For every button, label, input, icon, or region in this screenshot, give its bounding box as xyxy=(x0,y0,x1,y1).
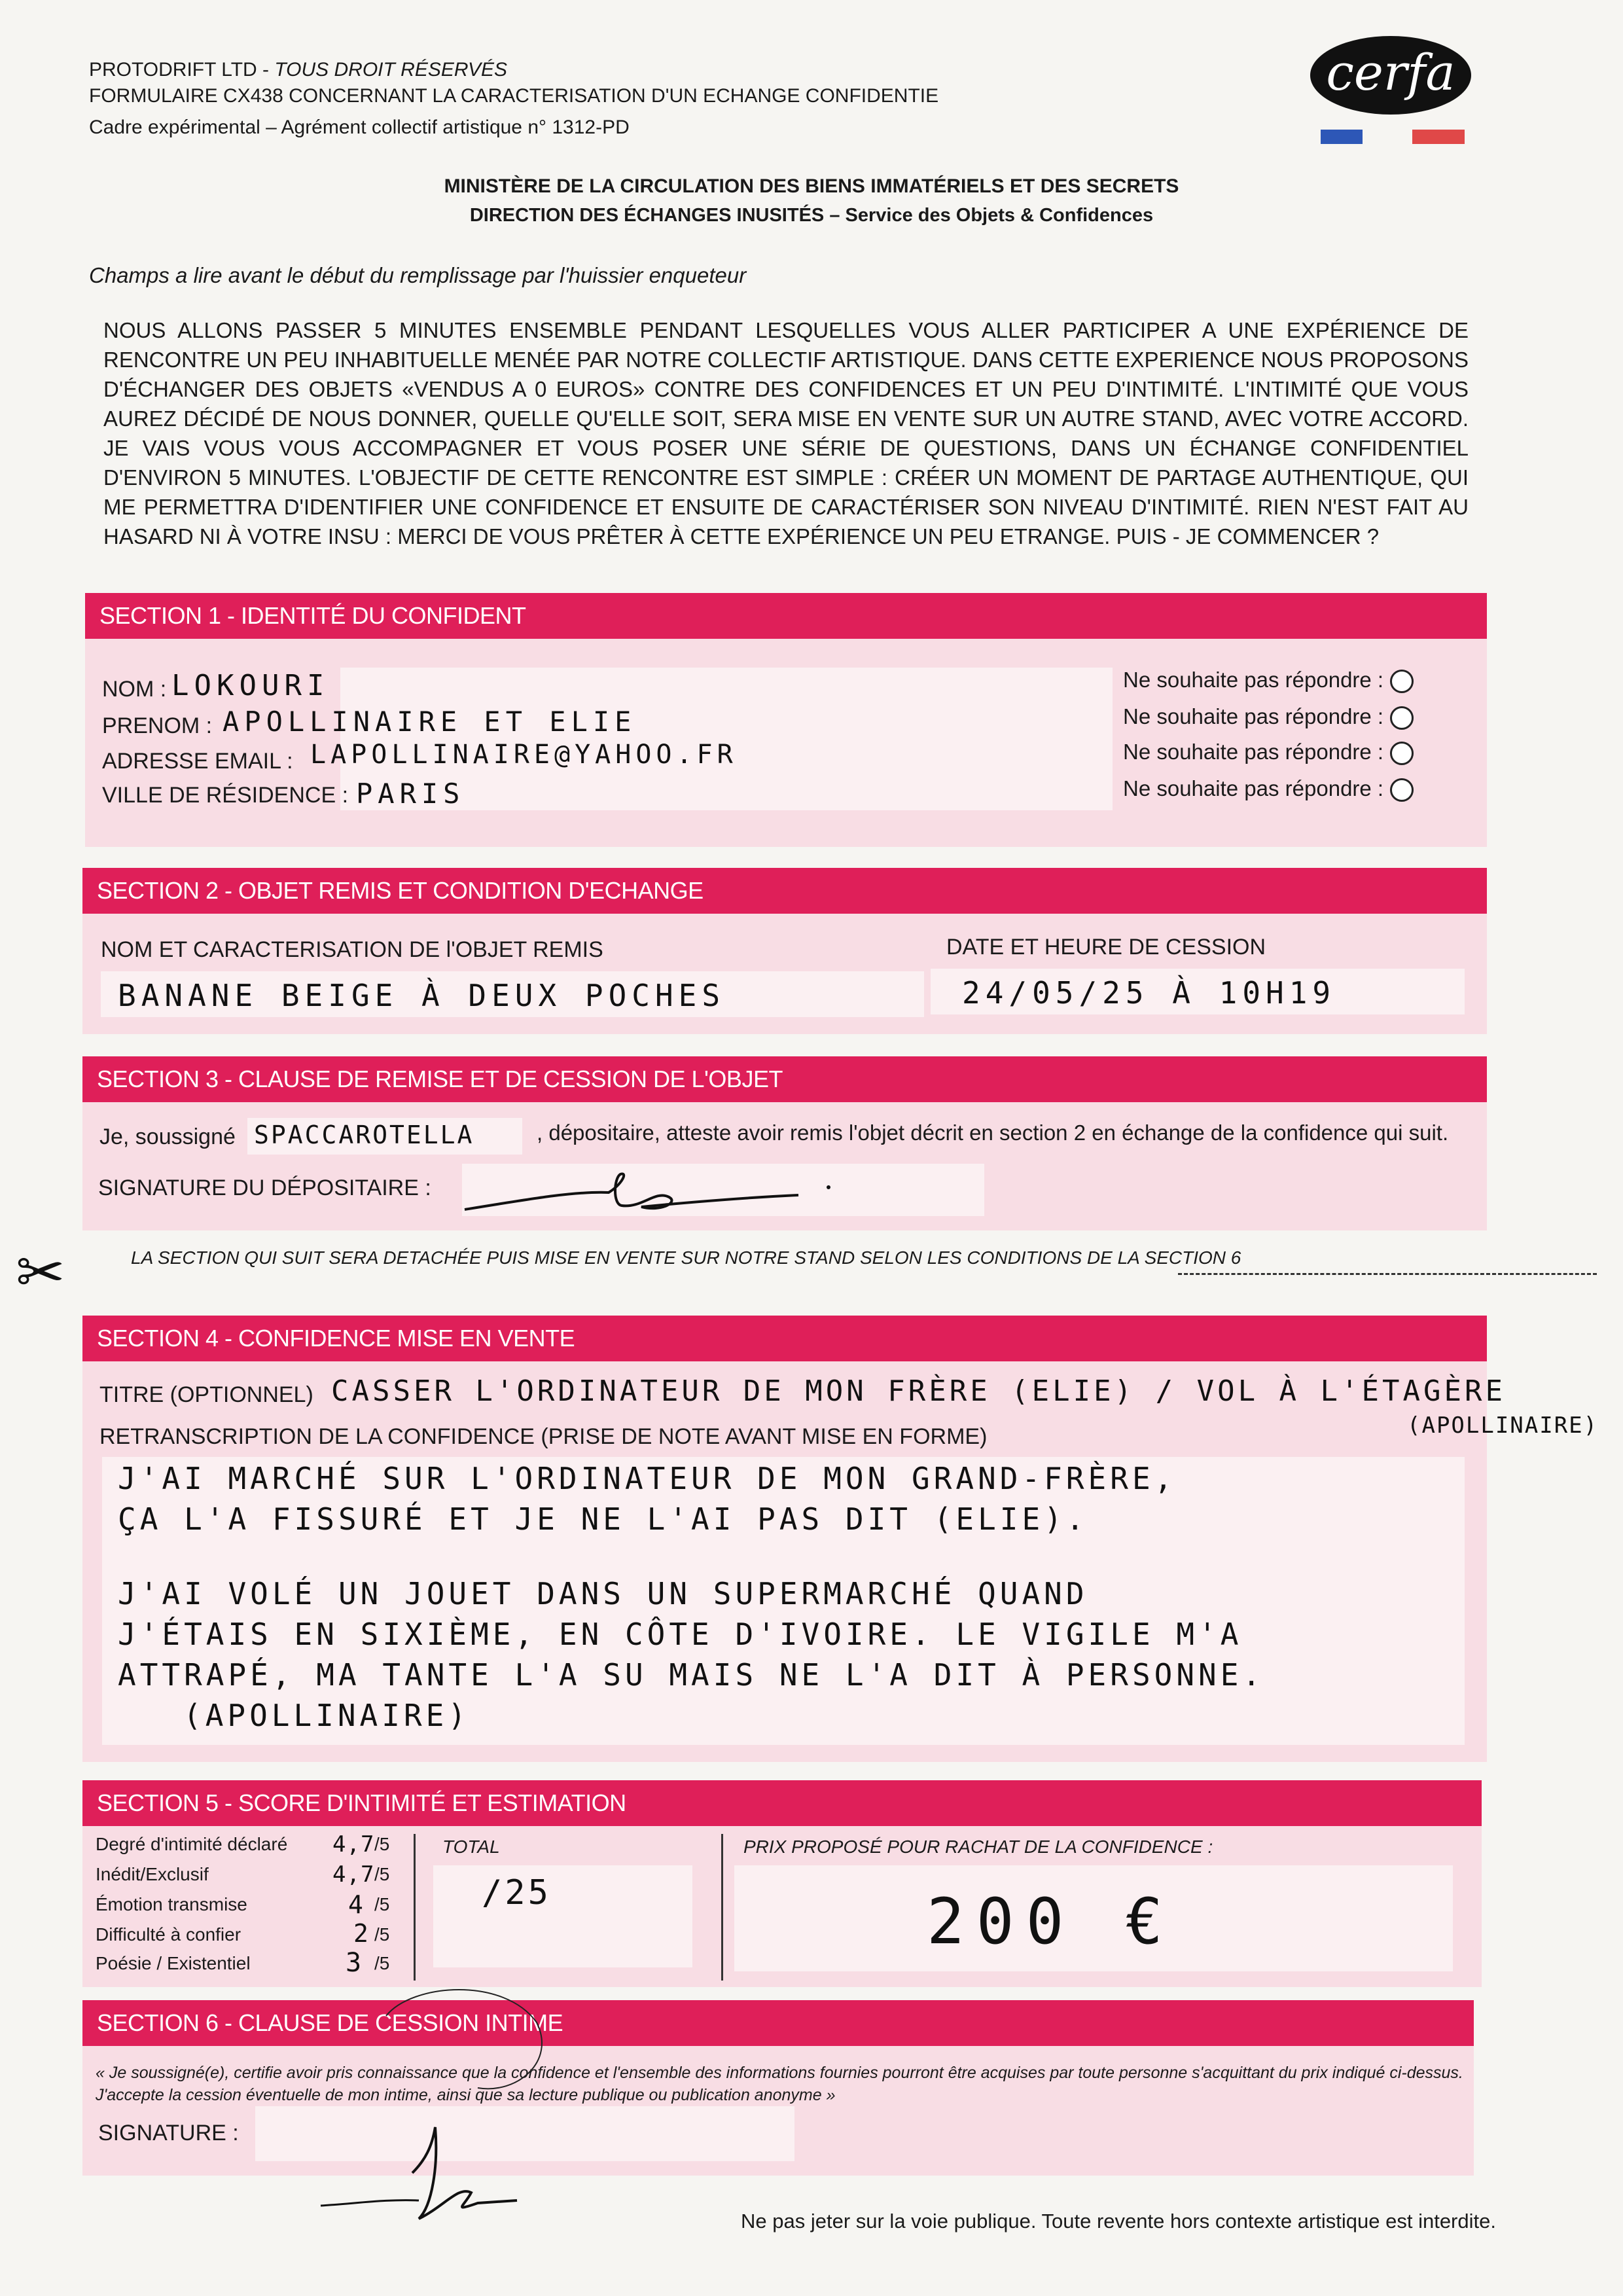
titre-value[interactable]: CASSER L'ORDINATEUR DE MON FRÈRE (ELIE) / VOL À L'ÉTAGÈRE xyxy=(331,1374,1506,1408)
ville-label: VILLE DE RÉSIDENCE : xyxy=(102,783,349,808)
ville-value[interactable]: PARIS xyxy=(356,778,465,810)
scissors-icon: ✂ xyxy=(16,1240,65,1306)
signature-label: SIGNATURE : xyxy=(98,2121,239,2145)
total-value: /25 xyxy=(482,1873,551,1912)
section-6-header: SECTION 6 - CLAUSE DE CESSION INTIME xyxy=(82,2000,1474,2046)
score-max-3: /5 xyxy=(374,1894,390,1914)
cut-line-text: LA SECTION QUI SUIT SERA DETACHÉE PUIS MISE EN VENTE SUR NOTRE STAND SELON LES CONDITIONS DE LA SECTION 6 xyxy=(131,1247,1241,1268)
intro-text: NOUS ALLONS PASSER 5 MINUTES ENSEMBLE PENDANT LESQUELLES VOUS ALLER PARTICIPER A UNE EXPÉRIENCE DE RENCONTRE UN PEU INHABITUELLE MENÉE PAR NOTRE COLLECTIF ARTISTIQUE. DANS CETTE EXPERIENCE NOUS PROPOSONS D'ÉCHANGER DES OBJETS «VENDUS A 0 EUROS» CONTRE DES CONFIDENCES ET UN PEU D'INTIMITÉ. L'INTIMITÉ QUE VOUS AUREZ DÉCIDÉ DE NOUS DONNER, QUELLE QU'ELLE SOIT, SERA MISE EN VENTE SUR UN AUTRE STAND, AVEC VOTRE ACCORD. JE VAIS VOUS VOUS ACCOMPAGNER ET VOUS POSER UNE SÉRIE DE QUESTIONS, DANS UN ÉCHANGE CONFIDENTIEL D'ENVIRON 5 MINUTES. L'OBJECTIF DE CETTE RENCONTRE EST SIMPLE : CRÉER UN MOMENT DE PARTAGE AUTHENTIQUE, QUI ME PERMETTRA D'IDENTIFIER UNE CONFIDENCE ET ENSUITE DE CARACTÉRISER SON NIVEAU D'INTIMITÉ. RIEN N'EST FAIT AU HASARD NI À VOTRE INSU : MERCI DE VOUS PRÊTER À CETTE EXPÉRIENCE UN PEU ETRANGE. PUIS - JE COMMENCER ? xyxy=(103,318,1469,548)
email-value[interactable]: LAPOLLINAIRE@YAHOO.FR xyxy=(310,740,738,770)
ministry-line-1: MINISTÈRE DE LA CIRCULATION DES BIENS IMMATÉRIELS ET DES SECRETS xyxy=(444,175,1179,197)
footer-note: Ne pas jeter sur la voie publique. Toute revente hors contexte artistique est interdite. xyxy=(741,2210,1496,2233)
email-optout: Ne souhaite pas répondre : xyxy=(1123,740,1414,765)
section-4-header: SECTION 4 - CONFIDENCE MISE EN VENTE xyxy=(82,1316,1487,1361)
depositaire-signature-label: SIGNATURE DU DÉPOSITAIRE : xyxy=(98,1175,431,1200)
retranscription-label: RETRANSCRIPTION DE LA CONFIDENCE (PRISE DE NOTE AVANT MISE EN FORME) xyxy=(99,1424,988,1449)
score-value-3: 4 xyxy=(348,1890,368,1919)
score-max-4: /5 xyxy=(374,1924,390,1945)
ville-optout-radio[interactable] xyxy=(1390,778,1414,802)
score-max-1: /5 xyxy=(374,1834,390,1854)
object-label: NOM ET CARACTERISATION DE l'OBJET REMIS xyxy=(101,937,603,962)
titre-value-2: (APOLLINAIRE) xyxy=(1407,1412,1599,1439)
header-line-2: FORMULAIRE CX438 CONCERNANT LA CARACTERISATION D'UN ECHANGE CONFIDENTIE xyxy=(89,85,939,107)
section-2-header: SECTION 2 - OBJET REMIS ET CONDITION D'ECHANGE xyxy=(82,868,1487,914)
score-label-4: Difficulté à confier xyxy=(96,1924,241,1945)
prenom-optout: Ne souhaite pas répondre : xyxy=(1123,704,1414,730)
prenom-value[interactable]: APOLLINAIRE ET ELIE xyxy=(223,706,637,738)
total-field[interactable] xyxy=(433,1865,692,1967)
nom-optout: Ne souhaite pas répondre : xyxy=(1123,668,1414,693)
cession-clause: « Je soussigné(e), certifie avoir pris connaissance que la confidence et l'ensemble des informations fournies pourront être acquises par toute personne s'acquittant du prix indiqué ci-dessus. J'accepte la cession éventuelle de mon intime, ainsi que sa lecture publique ou publication anonyme » xyxy=(96,2064,1463,2104)
score-label-3: Émotion transmise xyxy=(96,1894,247,1914)
object-value: BANANE BEIGE À DEUX POCHES xyxy=(118,978,726,1013)
ville-optout: Ne souhaite pas répondre : xyxy=(1123,776,1414,802)
score-max-5: /5 xyxy=(374,1953,390,1973)
nom-optout-radio[interactable] xyxy=(1390,670,1414,693)
section-3-header: SECTION 3 - CLAUSE DE REMISE ET DE CESSION DE L'OBJET xyxy=(82,1056,1487,1102)
score-label-2: Inédit/Exclusif xyxy=(96,1864,209,1884)
date-value: 24/05/25 À 10H19 xyxy=(962,975,1336,1011)
score-value-5: 3 xyxy=(346,1948,367,1978)
soussigne-prefix: Je, soussigné xyxy=(99,1124,236,1149)
nom-value[interactable]: LOKOURI xyxy=(171,669,330,702)
score-value-2: 4,7 xyxy=(332,1861,375,1888)
confidence-text: J'AI MARCHÉ SUR L'ORDINATEUR DE MON GRAND-FRÈRE, ÇA L'A FISSURÉ ET JE NE L'AI PAS DIT (ELIE). J'AI VOLÉ UN JOUET DANS UN SUPERMARCHÉ QUAND J'ÉTAIS EN SIXIÈME, EN CÔTE D'IVOIRE. LE VIGILE M'A ATTRAPÉ, MA TANTE L'A SU MAIS NE L'A DIT À PERSONNE. (APOLLINAIRE) xyxy=(118,1461,1265,1733)
header-line-1: PROTODRIFT LTD - TOUS DROIT RÉSERVÉS xyxy=(89,59,507,81)
flag-red-stripe xyxy=(1412,130,1465,144)
score-label-1: Degré d'intimité déclaré xyxy=(96,1834,288,1854)
soussigne-suffix: , dépositaire, atteste avoir remis l'objet décrit en section 2 en échange de la confidence qui suit. xyxy=(537,1121,1449,1145)
cerfa-logo: cerfa xyxy=(1310,36,1471,115)
depositaire-signature-mark xyxy=(458,1158,851,1224)
score-label-5: Poésie / Existentiel xyxy=(96,1953,251,1973)
price-label: PRIX PROPOSÉ POUR RACHAT DE LA CONFIDENCE : xyxy=(743,1837,1213,1857)
soussigne-name: SPACCAROTELLA xyxy=(254,1121,474,1149)
score-max-2: /5 xyxy=(374,1864,390,1884)
price-value: 200 € xyxy=(927,1885,1175,1958)
score-divider-1 xyxy=(414,1834,416,1981)
titre-label: TITRE (OPTIONNEL) xyxy=(99,1382,313,1407)
header-line-3: Cadre expérimental – Agrément collectif artistique n° 1312-PD xyxy=(89,117,630,138)
ministry-line-2: DIRECTION DES ÉCHANGES INUSITÉS – Service des Objets & Confidences xyxy=(469,205,1154,226)
score-value-1: 4,7 xyxy=(332,1831,375,1857)
nom-label: NOM : xyxy=(102,677,167,702)
flag-blue-stripe xyxy=(1321,130,1363,144)
email-label: ADRESSE EMAIL : xyxy=(102,749,293,774)
cut-line-dash xyxy=(1178,1273,1597,1275)
prenom-optout-radio[interactable] xyxy=(1390,706,1414,730)
total-label: TOTAL xyxy=(442,1837,500,1857)
intro-note: Champs a lire avant le début du remplissage par l'huissier enqueteur xyxy=(89,263,747,287)
score-divider-2 xyxy=(721,1834,723,1981)
date-label: DATE ET HEURE DE CESSION xyxy=(946,935,1266,960)
prenom-label: PRENOM : xyxy=(102,713,213,738)
email-optout-radio[interactable] xyxy=(1390,742,1414,765)
score-value-4: 2 xyxy=(353,1919,374,1948)
section-1-header: SECTION 1 - IDENTITÉ DU CONFIDENT xyxy=(85,593,1487,639)
section-5-header: SECTION 5 - SCORE D'INTIMITÉ ET ESTIMATION xyxy=(82,1780,1482,1826)
signature-mark xyxy=(308,1970,556,2232)
